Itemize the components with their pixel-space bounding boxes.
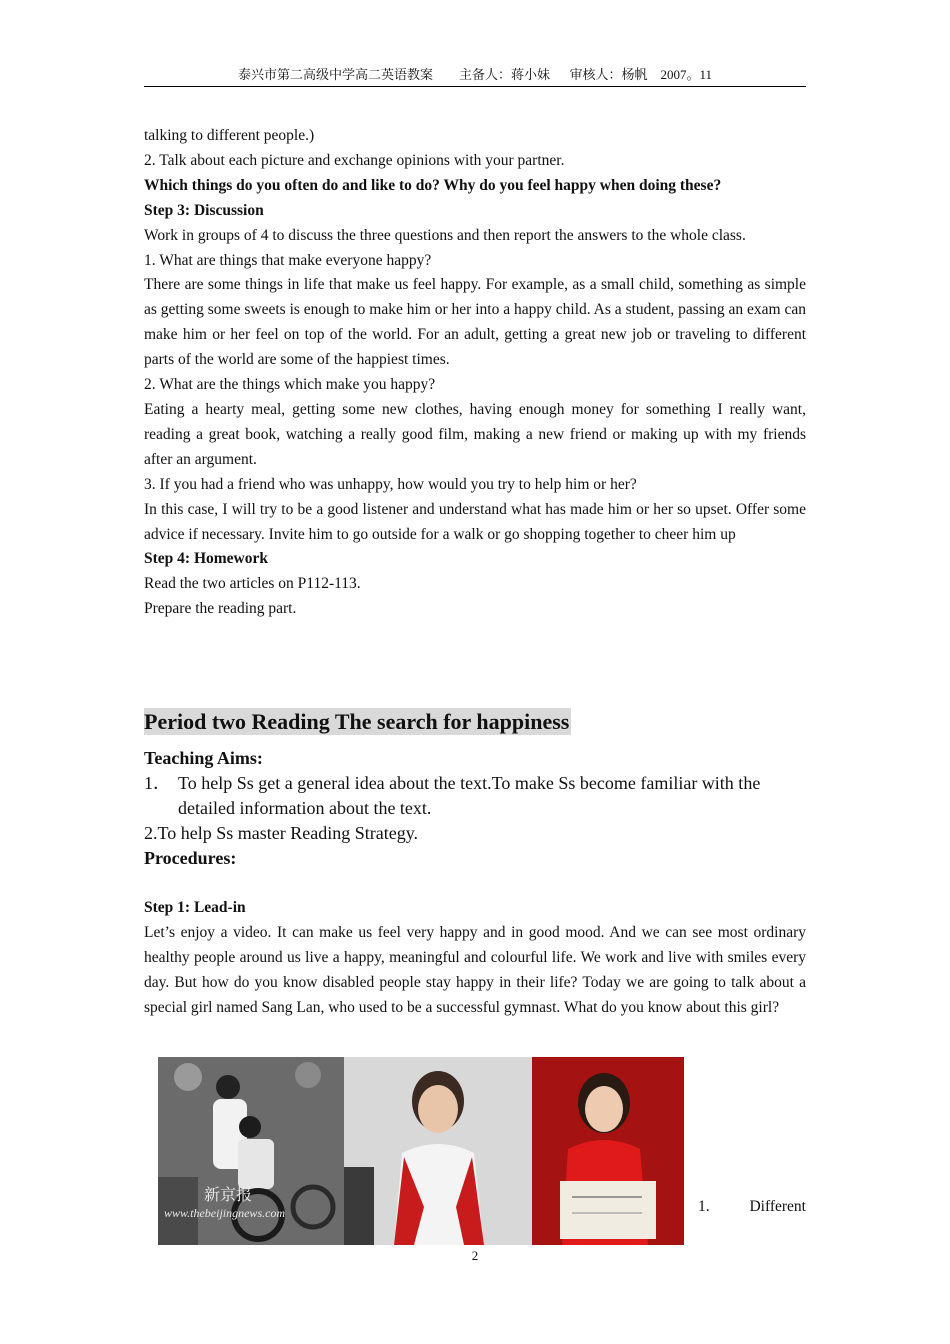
question: 2. What are the things which make you happy?	[144, 376, 436, 394]
paragraph: talking to different people.)	[144, 127, 315, 144]
header-school: 泰兴市第二高级中学高二英语教案	[237, 67, 433, 82]
photo-wheelchair	[158, 1057, 344, 1245]
question: 1. What are things that make everyone happy?	[144, 251, 432, 269]
page-number: 2	[471, 1248, 479, 1263]
answer: There are some things in life that make us feel happy. For example, as a small child, something as simple as getting some sweets is enough to make him or her into a happy child. As a student, passing an exam can make him or her feel on top of the world. For an adult, getting a great new job or traveling to different parts of the world are some of the happiest times.	[144, 276, 806, 369]
paragraph: 2. Talk about each picture and exchange opinions with your partner.	[144, 151, 565, 169]
aim-item: 2.To help Ss master Reading Strategy.	[144, 823, 419, 843]
header-date: 2007。11	[660, 67, 713, 82]
procedures-heading: Procedures:	[144, 848, 237, 868]
list-number: 1.	[698, 1198, 710, 1215]
aim-number: 1．	[144, 773, 171, 793]
photo-strip	[158, 1057, 684, 1245]
paragraph: Read the two articles on P112-113.	[144, 575, 361, 593]
paragraph: Prepare the reading part.	[144, 600, 297, 618]
answer: In this case, I will try to be a good listener and understand what has made him or her so upset. Offer some advice if necessary. Invite him to go outside for a walk or go shopping together to cheer him up	[144, 500, 806, 543]
photo-watermark-cn: 新京报	[204, 1187, 253, 1204]
header-reviewer: 审核人：杨帆	[569, 67, 648, 82]
step-heading: Step 4: Homework	[144, 550, 268, 568]
body-text	[144, 124, 806, 622]
step-heading: Step 1: Lead-in	[144, 899, 246, 916]
photo-portrait-illustration	[344, 1057, 532, 1245]
photo-watermark: www.thebeijingnews.com	[164, 1206, 286, 1220]
step-heading: Step 3: Discussion	[144, 201, 264, 219]
aim-item	[144, 771, 806, 821]
question-prompt: Which things do you often do and like to do? Why do you feel happy when doing these?	[144, 176, 722, 194]
trailing-list-item	[698, 1197, 806, 1217]
photo-certificate-illustration	[532, 1057, 684, 1245]
list-text: Different	[749, 1198, 806, 1215]
period-title: Period two Reading The search for happiness	[144, 709, 570, 734]
teaching-aims	[144, 746, 806, 871]
header-preparer: 主备人：蒋小妹	[458, 67, 550, 82]
question: 3. If you had a friend who was unhappy, how would you try to help him or her?	[144, 475, 637, 493]
page-header	[144, 66, 806, 87]
step1-section	[144, 896, 806, 1021]
aims-heading: Teaching Aims:	[144, 748, 263, 768]
paragraph: Let’s enjoy a video. It can make us feel very happy and in good mood. And we can see most ordinary healthy people around us live a happy, meaningful and colourful life. We work and live with smiles every day. But how do you know disabled people stay happy in their life? Today we are going to talk about a special girl named Sang Lan, who used to be a successful gymnast. What do you know about this girl?	[144, 923, 806, 1016]
paragraph: Work in groups of 4 to discuss the three questions and then report the answers to the whole class.	[144, 226, 746, 244]
photo-portrait	[344, 1057, 532, 1245]
answer: Eating a hearty meal, getting some new clothes, having enough money for something I really want, reading a great book, watching a really good film, making a new friend or making up with my friends after an argument.	[144, 400, 806, 468]
aim-text: To help Ss get a general idea about the text.To make Ss become familiar with the detailed information about the text.	[178, 773, 761, 818]
photo-certificate	[532, 1057, 684, 1245]
